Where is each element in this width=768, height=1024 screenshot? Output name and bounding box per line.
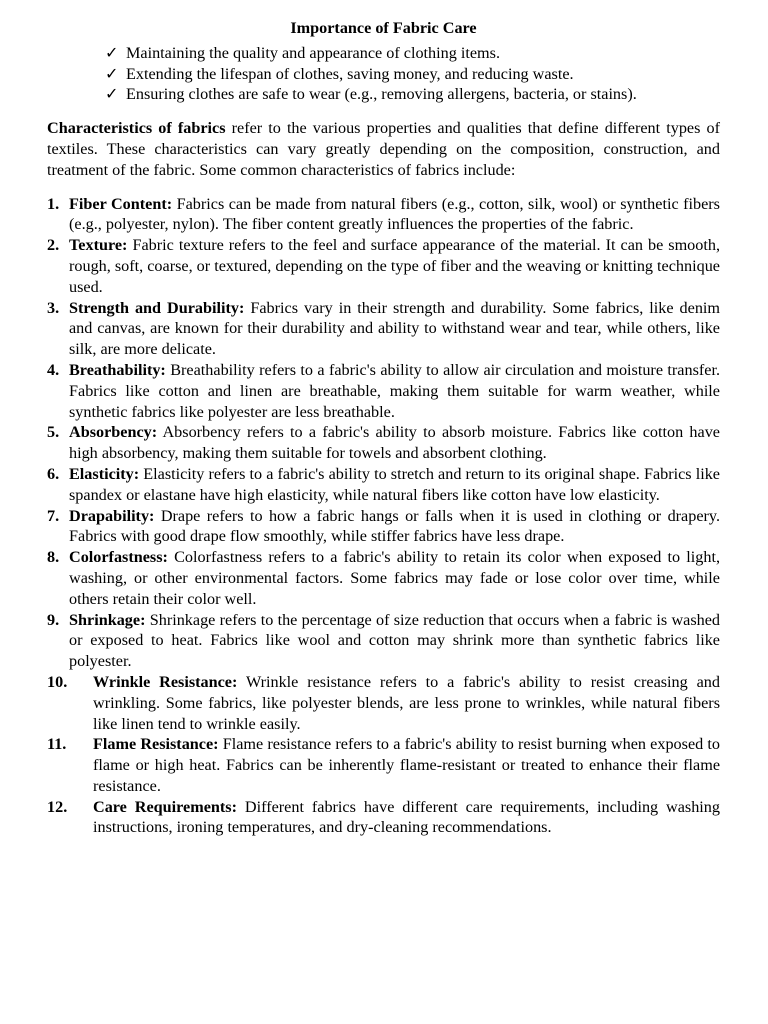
item-body: [93, 734, 720, 796]
intro-paragraph: [47, 118, 720, 180]
item-text: Wrinkle resistance refers to a fabric's ability to resist creasing and wrinkling. Some fabrics, like polyester blends, are less prone to wrinkles, while natural fibers like linen tend to wrinkle easily.: [93, 672, 720, 733]
item-number: 4.: [47, 360, 60, 379]
item-text: Breathability refers to a fabric's ability to allow air circulation and moisture transfer. Fabrics like cotton and linen are breathable, making them suitable for warm weather, while synthetic fabrics like polyester are less breathable.: [69, 360, 720, 421]
characteristic-item: [47, 547, 720, 609]
item-body: [69, 464, 720, 506]
item-term: Fiber Content:: [69, 194, 173, 213]
item-text: Fabric texture refers to the feel and surface appearance of the material. It can be smooth, rough, soft, coarse, or textured, depending on the type of fiber and the weaving or knitting technique used.: [69, 236, 720, 296]
item-text: Drape refers to how a fabric hangs or falls when it is used in clothing or drapery. Fabrics with good drape flow smoothly, while stiffer fabrics have less drape.: [69, 506, 720, 546]
item-number: 11.: [47, 735, 67, 754]
item-term: Absorbency:: [69, 423, 158, 442]
item-term: Drapability:: [69, 506, 155, 525]
item-body: [93, 797, 720, 839]
item-term: Texture:: [69, 236, 128, 255]
item-body: [93, 672, 720, 734]
item-term: Colorfastness:: [69, 548, 168, 567]
characteristic-item: [47, 298, 720, 360]
care-point-text: Extending the lifespan of clothes, saving money, and reducing waste.: [126, 64, 574, 83]
item-term: Care Requirements:: [93, 797, 237, 816]
characteristic-item: [47, 506, 720, 548]
characteristic-item: [47, 235, 720, 297]
characteristics-list: [47, 194, 720, 839]
item-number: 2.: [47, 236, 60, 255]
care-point: [105, 84, 720, 105]
item-number: 7.: [47, 506, 60, 525]
intro-text: refer to the various properties and qualities that define different types of textiles. These characteristics can vary greatly depending on the composition, construction, and treatment of the fabric. Some common characteristics of fabrics include:: [47, 119, 720, 179]
item-number: 12.: [47, 797, 68, 816]
item-body: [69, 298, 720, 360]
characteristic-item: [47, 464, 720, 506]
characteristic-item: [47, 194, 720, 236]
characteristic-item: [47, 672, 720, 734]
care-points-list: [47, 43, 720, 105]
care-point: [105, 64, 720, 85]
check-icon: ✓: [105, 64, 119, 83]
item-term: Shrinkage:: [69, 610, 146, 629]
item-text: Elasticity refers to a fabric's ability to stretch and return to its original shape. Fabrics like spandex or elastane have high elasticity, while natural fibers like cotton have low elasticity.: [69, 464, 720, 504]
item-number: 8.: [47, 548, 60, 567]
item-body: [69, 547, 720, 609]
intro-bold-term: Characteristics of fabrics: [47, 119, 226, 138]
item-term: Wrinkle Resistance:: [93, 672, 238, 691]
item-body: [69, 235, 720, 297]
item-text: Different fabrics have different care requirements, including washing instructions, ironing temperatures, and dry-cleaning recommendations.: [93, 797, 720, 837]
item-term: Strength and Durability:: [69, 298, 245, 317]
item-number: 6.: [47, 464, 60, 483]
item-body: [69, 360, 720, 422]
item-body: [69, 506, 720, 548]
item-term: Flame Resistance:: [93, 735, 219, 754]
item-number: 3.: [47, 298, 60, 317]
item-body: [69, 194, 720, 236]
care-point-text: Maintaining the quality and appearance of clothing items.: [126, 43, 500, 62]
item-term: Elasticity:: [69, 464, 140, 483]
item-term: Breathability:: [69, 360, 166, 379]
page-title: Importance of Fabric Care: [290, 19, 477, 37]
care-point-text: Ensuring clothes are safe to wear (e.g., removing allergens, bacteria, or stains).: [126, 85, 637, 104]
check-icon: ✓: [105, 85, 119, 104]
item-text: Absorbency refers to a fabric's ability to absorb moisture. Fabrics like cotton have high absorbency, making them suitable for towels and absorbent clothing.: [69, 423, 720, 463]
item-number: 9.: [47, 610, 60, 629]
item-number: 10.: [47, 672, 68, 691]
item-text: Shrinkage refers to the percentage of size reduction that occurs when a fabric is washed or exposed to heat. Fabrics like wool and cotton may shrink more than synthetic fabrics like polyester.: [69, 610, 720, 671]
item-text: Flame resistance refers to a fabric's ability to resist burning when exposed to flame or high heat. Fabrics can be inherently flame-resistant or treated to enhance their flame resistance.: [93, 735, 721, 795]
characteristic-item: [47, 610, 720, 672]
characteristic-item: [47, 797, 720, 839]
item-text: Fabrics vary in their strength and durability. Some fabrics, like denim and canvas, are known for their durability and ability to withstand wear and tear, while others, like silk, are more delicate.: [69, 298, 721, 359]
check-icon: ✓: [105, 43, 119, 62]
characteristic-item: [47, 422, 720, 464]
characteristic-item: [47, 734, 720, 796]
characteristic-item: [47, 360, 720, 422]
item-body: [69, 610, 720, 672]
item-body: [69, 422, 720, 464]
item-number: 5.: [47, 423, 60, 442]
item-text: Fabrics can be made from natural fibers (e.g., cotton, silk, wool) or synthetic fibers (e.g., polyester, nylon). The fiber content greatly influences the properties of the fabric.: [69, 194, 720, 234]
care-point: [105, 43, 720, 64]
item-number: 1.: [47, 194, 60, 213]
item-text: Colorfastness refers to a fabric's ability to retain its color when exposed to light, washing, or other environmental factors. Some fabrics may fade or lose color over time, while others retain their color well.: [69, 548, 720, 608]
